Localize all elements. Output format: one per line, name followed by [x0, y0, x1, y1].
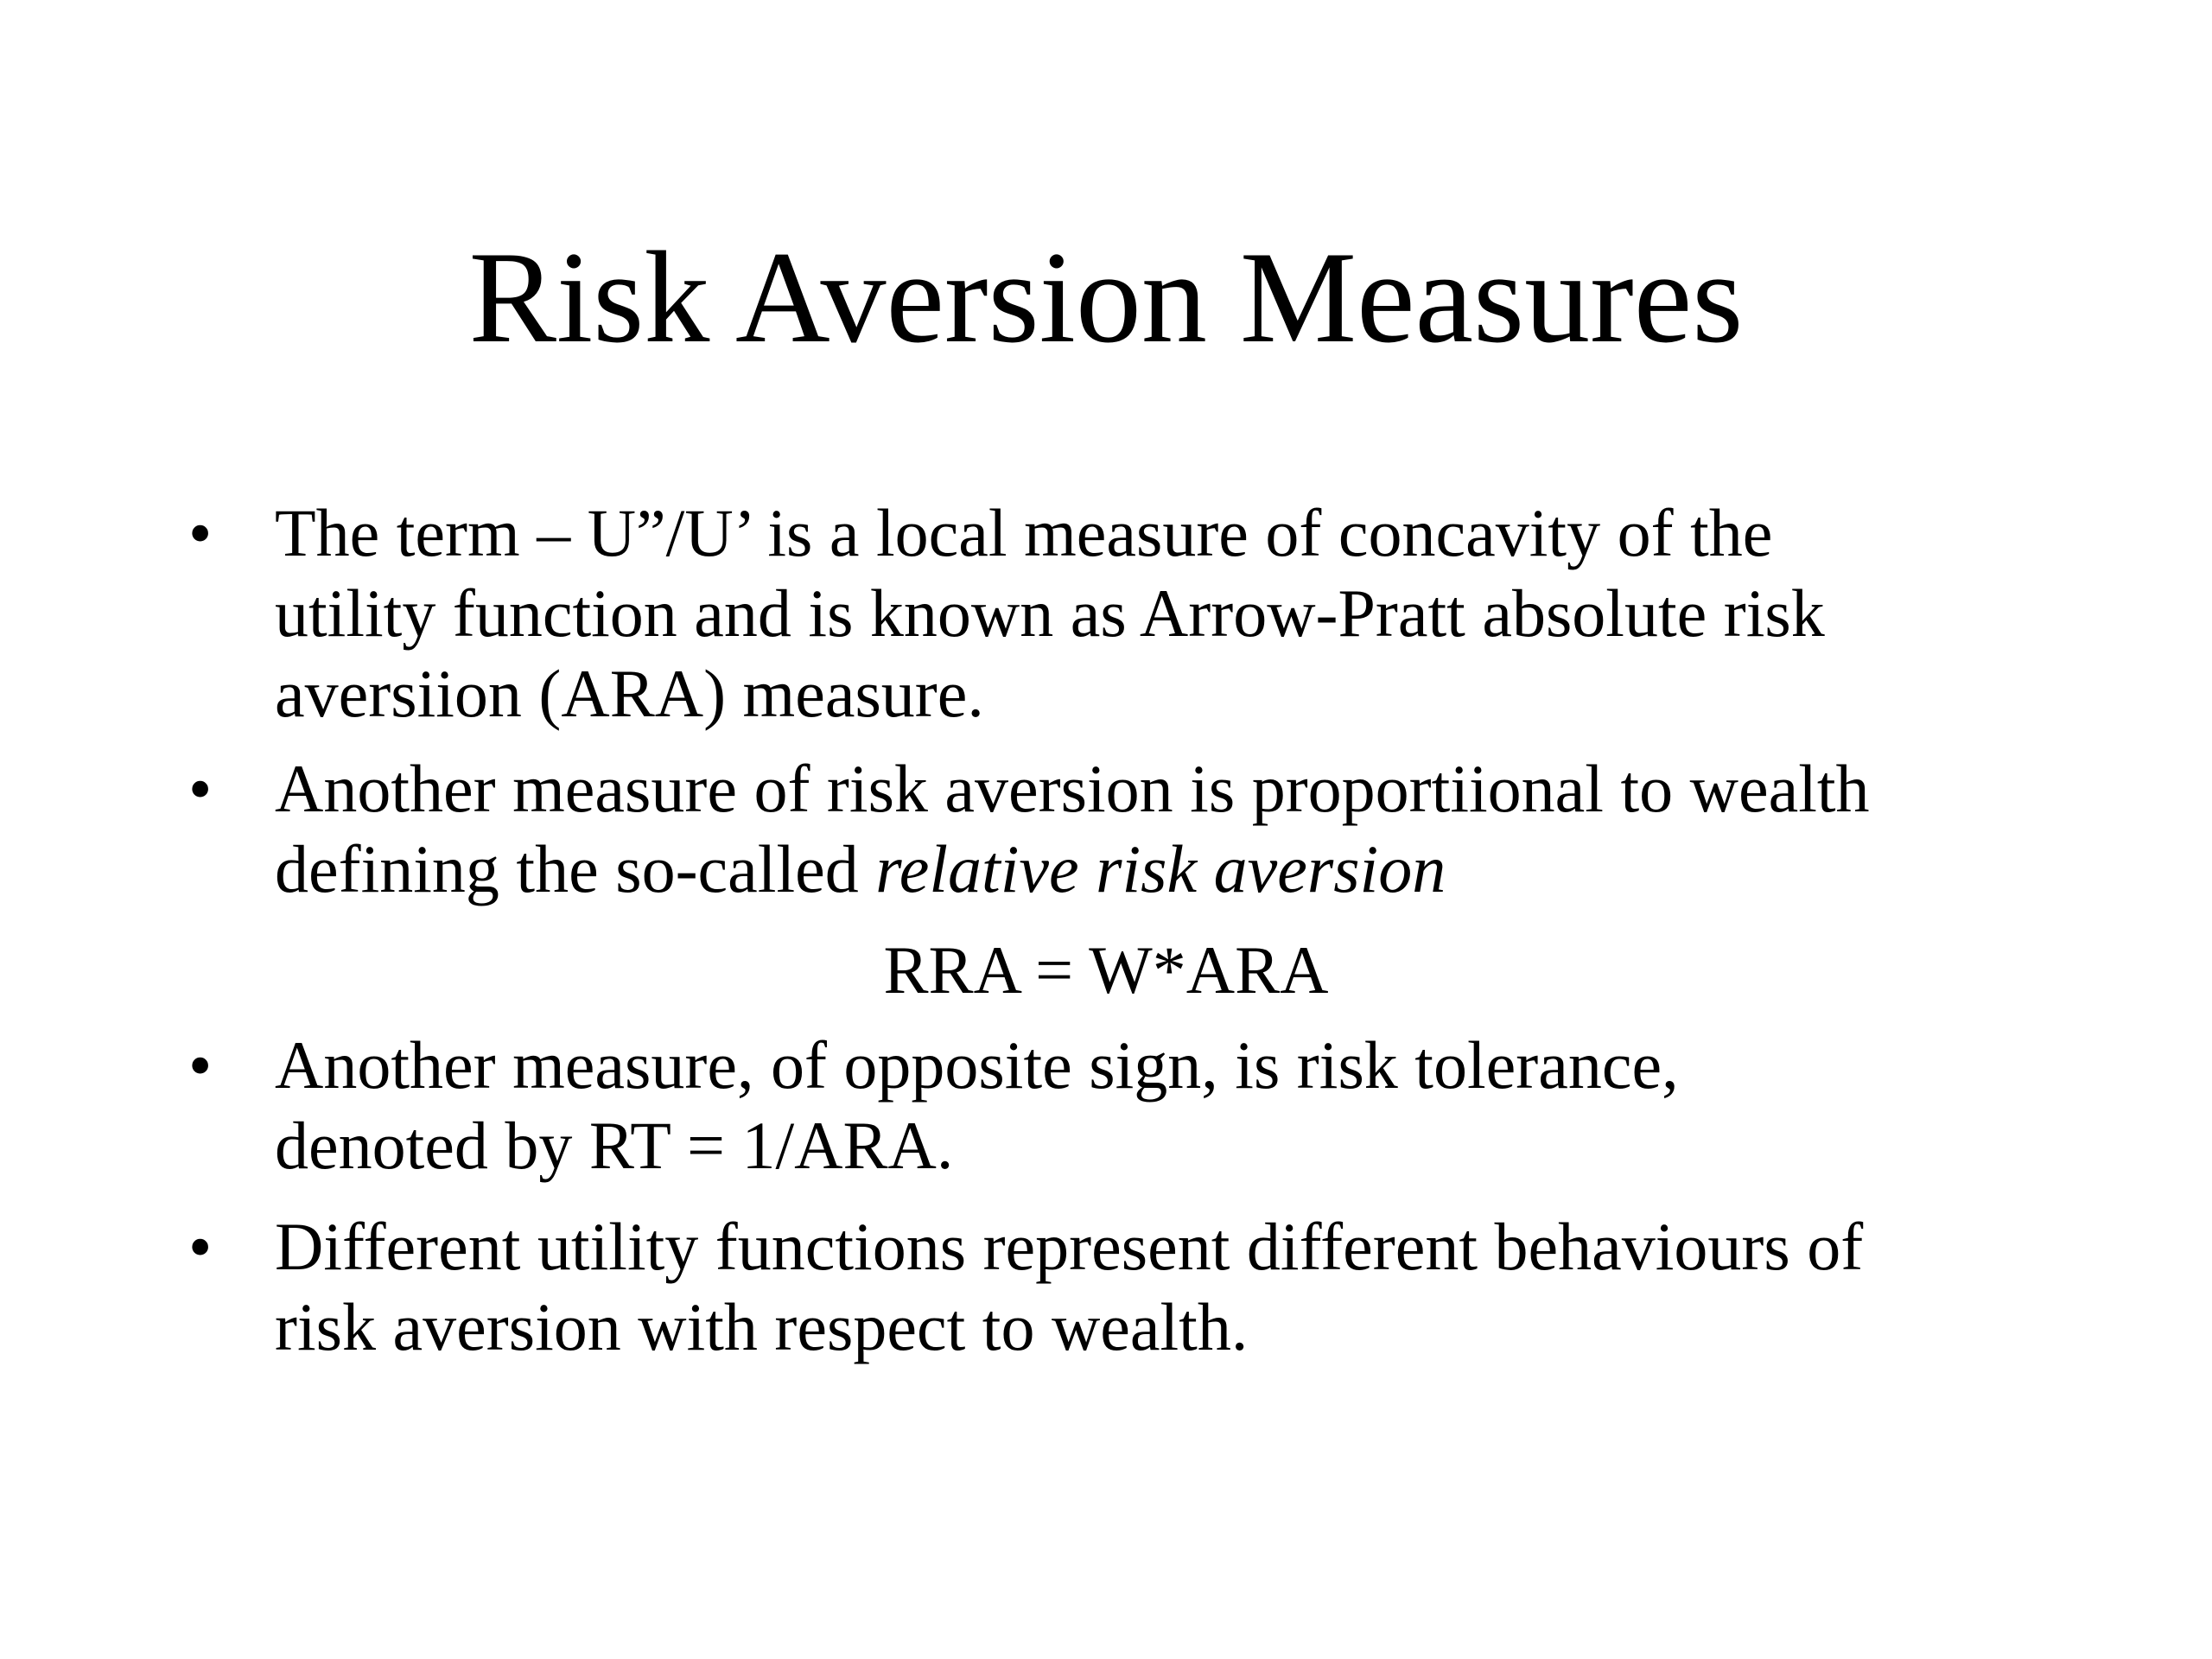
bullet-dot: • — [188, 751, 213, 826]
bullet-text — [275, 1025, 2081, 1185]
rra-formula: RRA = W*ARA — [883, 932, 1329, 1007]
bullet-text — [275, 493, 2081, 734]
bullet-line: aversiion (ARA) measure. — [275, 656, 984, 731]
bullet-line: utility function and is known as Arrow-Pratt absolute risk — [275, 575, 1825, 651]
bullet-line: The term – U”/U’ is a local measure of concavity of the — [275, 495, 1773, 570]
relative-risk-aversion-term: relative risk aversion — [875, 831, 1446, 906]
bullet-dot: • — [188, 495, 213, 570]
bullet-line: Another measure of risk aversion is proportiional to wealth — [275, 751, 1870, 826]
bullet-text — [275, 1206, 2081, 1367]
bullet-text — [275, 748, 2081, 909]
bullet-line-plain: defining the so-called — [275, 831, 876, 906]
bullet-line — [275, 829, 2081, 909]
slide-title: Risk Aversion Measures — [468, 225, 1744, 370]
bullet-line: Another measure, of opposite sign, is risk tolerance, — [275, 1027, 1679, 1103]
bullet-line: Different utility functions represent different behaviours of — [275, 1209, 1864, 1284]
bullet-dot: • — [188, 1027, 213, 1103]
bullet-line: denoted by RT = 1/ARA. — [275, 1108, 954, 1183]
bullet-line: risk aversion with respect to wealth. — [275, 1289, 1249, 1364]
bullet-dot: • — [188, 1209, 213, 1284]
